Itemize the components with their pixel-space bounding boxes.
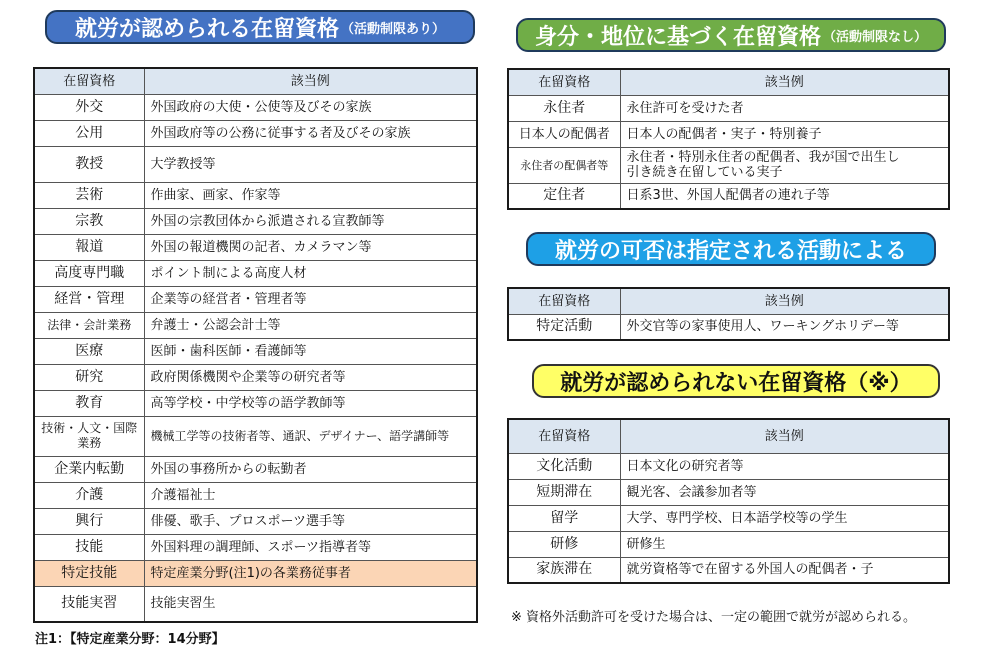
header-status: 在留資格 xyxy=(508,69,620,95)
example-cell: 政府関係機関や企業等の研究者等 xyxy=(144,364,477,390)
example-cell: 技能実習生 xyxy=(144,586,477,622)
table-row xyxy=(34,260,477,286)
table-row xyxy=(34,456,477,482)
table-row xyxy=(34,234,477,260)
banner-status-based xyxy=(516,18,946,52)
example-cell: 外国の報道機関の記者、カメラマン等 xyxy=(144,234,477,260)
status-cell: 技術・人文・国際業務 xyxy=(34,416,144,456)
status-cell: 家族滞在 xyxy=(508,557,620,583)
table-row xyxy=(34,586,477,622)
table-row xyxy=(34,182,477,208)
status-cell: 芸術 xyxy=(34,182,144,208)
table-header-row xyxy=(508,288,949,314)
table-row xyxy=(34,482,477,508)
status-cell: 教育 xyxy=(34,390,144,416)
status-cell: 定住者 xyxy=(508,183,620,209)
example-cell: 外国の宗教団体から派遣される宣教師等 xyxy=(144,208,477,234)
status-cell: 技能実習 xyxy=(34,586,144,622)
status-cell: 永住者の配偶者等 xyxy=(508,147,620,183)
table-row xyxy=(34,508,477,534)
table-row xyxy=(34,208,477,234)
banner-status-based-title: 身分・地位に基づく在留資格 xyxy=(534,24,821,50)
example-cell: 大学教授等 xyxy=(144,146,477,182)
status-cell: 報道 xyxy=(34,234,144,260)
example-cell: 大学、専門学校、日本語学校等の学生 xyxy=(620,505,949,531)
banner-not-allowed-title: 就労が認められない在留資格（※） xyxy=(560,370,912,396)
banner-designated-title: 就労の可否は指定される活動による xyxy=(554,238,907,264)
status-cell: 技能 xyxy=(34,534,144,560)
status-cell: 宗教 xyxy=(34,208,144,234)
status-cell: 高度専門職 xyxy=(34,260,144,286)
table-row xyxy=(34,94,477,120)
table-row xyxy=(508,557,949,583)
status-cell: 特定活動 xyxy=(508,314,620,340)
status-cell: 研修 xyxy=(508,531,620,557)
example-cell: 介護福祉士 xyxy=(144,482,477,508)
example-cell: 外国政府等の公務に従事する者及びその家族 xyxy=(144,120,477,146)
banner-work-allowed-title: 就労が認められる在留資格 xyxy=(74,16,339,42)
work-allowed-table xyxy=(33,67,478,623)
table-row xyxy=(508,531,949,557)
header-example: 該当例 xyxy=(144,68,477,94)
header-status: 在留資格 xyxy=(34,68,144,94)
example-cell: 研修生 xyxy=(620,531,949,557)
status-cell: 研究 xyxy=(34,364,144,390)
example-cell: 外交官等の家事使用人、ワーキングホリデー等 xyxy=(620,314,949,340)
example-cell: 企業等の経営者・管理者等 xyxy=(144,286,477,312)
status-cell: 文化活動 xyxy=(508,453,620,479)
example-cell: 外国料理の調理師、スポーツ指導者等 xyxy=(144,534,477,560)
table-row xyxy=(508,95,949,121)
example-cell: 就労資格等で在留する外国人の配偶者・子 xyxy=(620,557,949,583)
status-cell: 外交 xyxy=(34,94,144,120)
table-row xyxy=(508,147,949,183)
table-row xyxy=(34,338,477,364)
example-cell: 弁護士・公認会計士等 xyxy=(144,312,477,338)
example-cell: 永住許可を受けた者 xyxy=(620,95,949,121)
table-row xyxy=(34,364,477,390)
example-cell: 俳優、歌手、プロスポーツ選手等 xyxy=(144,508,477,534)
table-row xyxy=(34,286,477,312)
table-row-highlighted xyxy=(34,560,477,586)
status-cell: 日本人の配偶者 xyxy=(508,121,620,147)
table-header-row xyxy=(508,419,949,453)
table-row xyxy=(34,416,477,456)
not-allowed-table xyxy=(507,418,950,584)
status-cell: 法律・会計業務 xyxy=(34,312,144,338)
footnote-1: 注1：【特定産業分野：14分野】 xyxy=(35,632,225,647)
table-header-row xyxy=(508,69,949,95)
table-row xyxy=(508,479,949,505)
table-row xyxy=(508,453,949,479)
table-row xyxy=(34,534,477,560)
status-cell: 永住者 xyxy=(508,95,620,121)
example-cell: 特定産業分野(注1)の各業務従事者 xyxy=(144,560,477,586)
header-status: 在留資格 xyxy=(508,288,620,314)
example-cell: 高等学校・中学校等の語学教師等 xyxy=(144,390,477,416)
status-cell: 興行 xyxy=(34,508,144,534)
example-cell: 観光客、会議参加者等 xyxy=(620,479,949,505)
example-cell xyxy=(620,147,949,183)
status-cell: 医療 xyxy=(34,338,144,364)
status-cell: 特定技能 xyxy=(34,560,144,586)
banner-work-allowed-sub: （活動制限あり） xyxy=(341,21,446,37)
table-row xyxy=(508,505,949,531)
table-header-row xyxy=(34,68,477,94)
banner-work-allowed xyxy=(45,10,475,44)
status-cell: 公用 xyxy=(34,120,144,146)
status-cell: 短期滞在 xyxy=(508,479,620,505)
banner-status-based-sub: （活動制限なし） xyxy=(823,29,928,45)
asterisk-note: ※ 資格外活動許可を受けた場合は、一定の範囲で就労が認められる。 xyxy=(511,610,917,625)
example-cell: 日本文化の研究者等 xyxy=(620,453,949,479)
example-cell: 作曲家、画家、作家等 xyxy=(144,182,477,208)
table-row xyxy=(34,312,477,338)
table-row xyxy=(508,183,949,209)
header-example: 該当例 xyxy=(620,69,949,95)
header-example: 該当例 xyxy=(620,288,949,314)
header-status: 在留資格 xyxy=(508,419,620,453)
example-cell-text: 永住者・特別永住者の配偶者、我が国で出生し引き続き在留している実子 xyxy=(626,150,900,180)
status-cell: 経営・管理 xyxy=(34,286,144,312)
banner-not-allowed xyxy=(532,364,940,398)
designated-activity-table xyxy=(507,287,950,341)
example-cell: ポイント制による高度人材 xyxy=(144,260,477,286)
table-row xyxy=(34,146,477,182)
example-cell: 外国の事務所からの転勤者 xyxy=(144,456,477,482)
table-row xyxy=(508,121,949,147)
example-cell: 機械工学等の技術者等、通訳、デザイナー、語学講師等 xyxy=(144,416,477,456)
status-cell: 教授 xyxy=(34,146,144,182)
example-cell: 医師・歯科医師・看護師等 xyxy=(144,338,477,364)
status-based-table xyxy=(507,68,950,210)
header-example: 該当例 xyxy=(620,419,949,453)
banner-designated xyxy=(526,232,936,266)
table-row xyxy=(34,120,477,146)
status-cell: 企業内転勤 xyxy=(34,456,144,482)
table-row xyxy=(34,390,477,416)
example-cell: 日本人の配偶者・実子・特別養子 xyxy=(620,121,949,147)
example-cell: 日系3世、外国人配偶者の連れ子等 xyxy=(620,183,949,209)
status-cell: 介護 xyxy=(34,482,144,508)
table-row xyxy=(508,314,949,340)
example-cell: 外国政府の大使・公使等及びその家族 xyxy=(144,94,477,120)
status-cell: 留学 xyxy=(508,505,620,531)
